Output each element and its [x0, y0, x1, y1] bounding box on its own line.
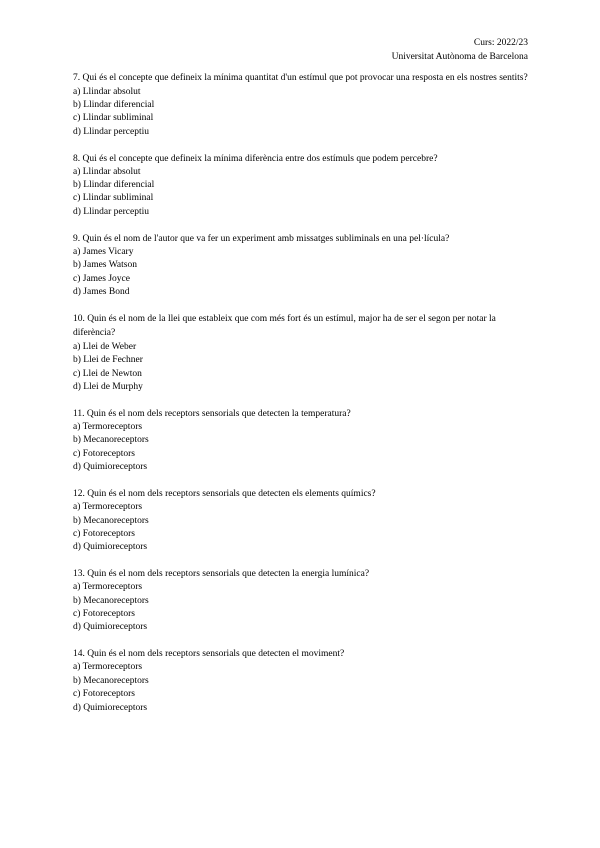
- option-c: c) Fotoreceptors: [73, 689, 135, 700]
- question-14: [73, 647, 529, 715]
- question-text: 7. Qui és el concepte que defineix la mínima quantitat d'un estímul que pot provocar una resposta en els nostres sentits?: [73, 73, 528, 83]
- option-c: c) James Joyce: [73, 273, 130, 284]
- question-text: 9. Quin és el nom de l'autor que va fer un experiment amb missatges subliminals en una pel·lícula?: [73, 233, 450, 244]
- question-11: [73, 407, 529, 475]
- option-b: b) Mecanoreceptors: [73, 595, 149, 606]
- question-text: 10. Quin és el nom de la llei que estableix que com més fort és un estímul, major ha de ser el segon per notar la diferència?: [73, 313, 496, 339]
- question-9: [73, 232, 529, 300]
- option-d: d) James Bond: [73, 286, 130, 297]
- option-d: d) Quimioreceptors: [73, 462, 148, 473]
- option-b: b) Llindar diferencial: [73, 99, 155, 110]
- option-d: d) Llei de Murphy: [73, 382, 143, 393]
- option-b: b) Mecanoreceptors: [73, 515, 149, 526]
- option-b: b) Llei de Fechner: [73, 355, 143, 366]
- option-a: a) Termoreceptors: [73, 502, 143, 513]
- question-13: [73, 567, 529, 635]
- option-d: d) Llindar perceptiu: [73, 206, 149, 217]
- course-year: Curs: 2022/23: [473, 38, 528, 48]
- option-d: d) Llindar perceptiu: [73, 126, 149, 137]
- question-12: [73, 487, 529, 555]
- question-text: 14. Quin és el nom dels receptors sensorials que detecten el moviment?: [73, 649, 345, 660]
- option-b: b) Llindar diferencial: [73, 180, 155, 191]
- option-b: b) Mecanoreceptors: [73, 435, 149, 446]
- option-d: d) Quimioreceptors: [73, 702, 148, 713]
- option-c: c) Fotoreceptors: [73, 448, 135, 459]
- option-a: a) Llindar absolut: [73, 166, 141, 177]
- option-c: c) Llei de Newton: [73, 368, 142, 379]
- option-a: a) Llindar absolut: [73, 86, 141, 97]
- option-b: b) Mecanoreceptors: [73, 675, 149, 686]
- question-8: [73, 152, 529, 220]
- option-d: d) Quimioreceptors: [73, 542, 148, 553]
- option-a: a) Termoreceptors: [73, 422, 143, 432]
- option-c: c) Llindar subliminal: [73, 193, 154, 204]
- university-name: Universitat Autònoma de Barcelona: [391, 52, 528, 62]
- option-a: a) Llei de Weber: [73, 341, 137, 352]
- option-a: a) Termoreceptors: [73, 582, 143, 593]
- question-text: 12. Quin és el nom dels receptors sensorials que detecten els elements químics?: [73, 489, 376, 500]
- question-list: [73, 71, 529, 728]
- option-c: c) Fotoreceptors: [73, 528, 135, 539]
- option-a: a) James Vicary: [73, 246, 134, 257]
- option-c: c) Fotoreceptors: [73, 609, 135, 620]
- question-text: 11. Quin és el nom dels receptors sensorials que detecten la temperatura?: [73, 409, 351, 419]
- option-c: c) Llindar subliminal: [73, 113, 154, 124]
- page-header: [392, 36, 528, 64]
- option-d: d) Quimioreceptors: [73, 622, 148, 633]
- question-text: 13. Quin és el nom dels receptors sensorials que detecten la energia lumínica?: [73, 569, 370, 580]
- question-10: [73, 312, 529, 395]
- option-a: a) Termoreceptors: [73, 662, 143, 673]
- option-b: b) James Watson: [73, 260, 137, 271]
- question-text: 8. Qui és el concepte que defineix la mínima diferència entre dos estímuls que podem percebre?: [73, 153, 438, 164]
- question-7: [73, 71, 529, 139]
